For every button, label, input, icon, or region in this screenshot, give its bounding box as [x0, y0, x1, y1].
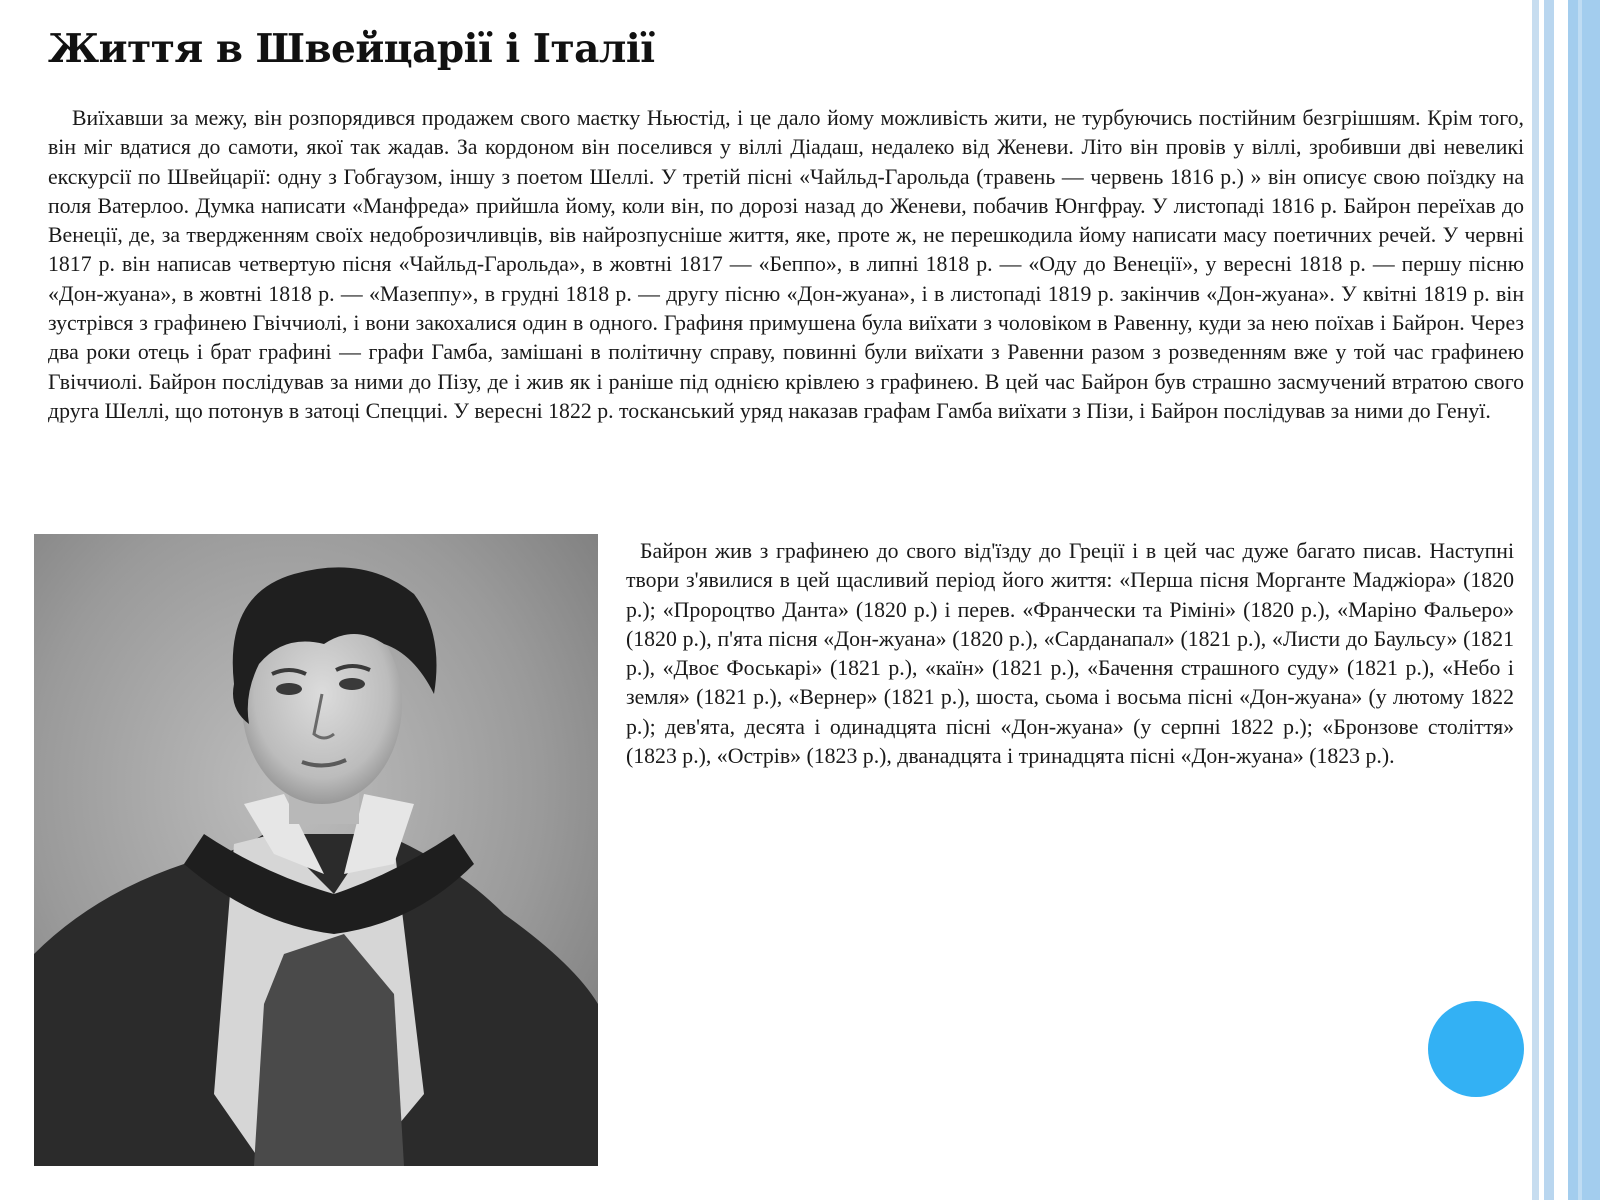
body-paragraph-2: Байрон жив з графинею до свого від'їзду до Греції і в цей час дуже багато писав. Наступні твори з'явилися в цей щасливий період його життя: «Перша пісня Морганте Маджіора» (1820 р.); «Пророцтво Данта» (1820 р.) і перев. «Франчески та Ріміні» (1820 р.), «Маріно Фальеро» (1820 р.), п'ята пісня «Дон-жуана» (1820 р.), «Сарданапал» (1821 р.), «Листи до Баульсу» (1821 р.), «Двоє Фоськарі» (1821 р.), «каїн» (1821 р.), «Бачення страшного суду» (1821 р.), «Небо і земля» (1821 р.), «Вернер» (1821 р.), шоста, сьома і восьма пісні «Дон-жуана» (у лютому 1822 р.); дев'ята, десята і одинадцята пісні «Дон-жуана» (у серпні 1822 р.); «Бронзове століття» (1823 р.), «Острів» (1823 р.), дванадцята і тринадцята пісні «Дон-жуана» (1823 р.).	[626, 539, 1514, 769]
stripe-highlight	[1578, 0, 1582, 1200]
decorative-border-stripes	[1532, 0, 1600, 1200]
stripe	[1568, 0, 1600, 1200]
stripe-gap	[1554, 0, 1568, 1200]
byron-portrait-image	[34, 534, 598, 1166]
stripe	[1544, 0, 1554, 1200]
slide-title: Життя в Швейцарії і Італії	[48, 26, 655, 72]
body-paragraph-1: Виїхавши за межу, він розпорядився продажем свого маєтку Ньюстід, і це дало йому можливість жити, не турбуючись постійним безгрішшям. Крім того, він міг вдатися до самоти, якої так жадав. За кордоном він поселився у віллі Діадаш, недалеко від Женеви. Літо він провів у віллі, зробивши дві невеликі екскурсії по Швейцарії: одну з Гобгаузом, іншу з поетом Шеллі. У третій пісні «Чайльд-Гарольда (травень — червень 1816 р.) » він описує свою поїздку на поля Ватерлоо. Думка написати «Манфреда» прийшла йому, коли він, по дорозі назад до Женеви, побачив Юнгфрау. У листопаді 1816 р. Байрон переїхав до Венеції, де, за твердженням своїх недоброзичливців, вів найрозпусніше життя, яке, проте ж, не перешкодила йому написати масу поетичних речей. У червні 1817 р. він написав четвертую пісня «Чайльд-Гарольда», в жовтні 1817 — «Беппо», в липні 1818 р. — «Оду до Венеції», у вересні 1818 р. — першу пісню «Дон-жуана», в жовтні 1818 р. — «Мазеппу», в грудні 1818 р. — другу пісню «Дон-жуана», і в листопаді 1819 р. закінчив «Дон-жуана». У квітні 1819 р. він зустрівся з графинею Гвіччиолі, і вони закохалися один в одного. Графиня примушена була виїхати з чоловіком в Равенну, куди за нею поїхав і Байрон. Через два роки отець і брат графині — графи Гамба, замішані в політичну справу, повинні були виїхати з Равенни разом з розведенням вже у той час графинею Гвіччиолі. Байрон послідував за ними до Пізу, де і жив як і раніше під однією крівлею з графинею. В цей час Байрон був страшно засмучений втратою свого друга Шеллі, що потонув в затоці Спецциі. У вересні 1822 р. тосканський уряд наказав графам Гамба виїхати з Пізи, і Байрон послідував за ними до Генуї.	[48, 106, 1524, 423]
action-circle-button[interactable]	[1428, 1001, 1524, 1097]
stripe	[1532, 0, 1539, 1200]
